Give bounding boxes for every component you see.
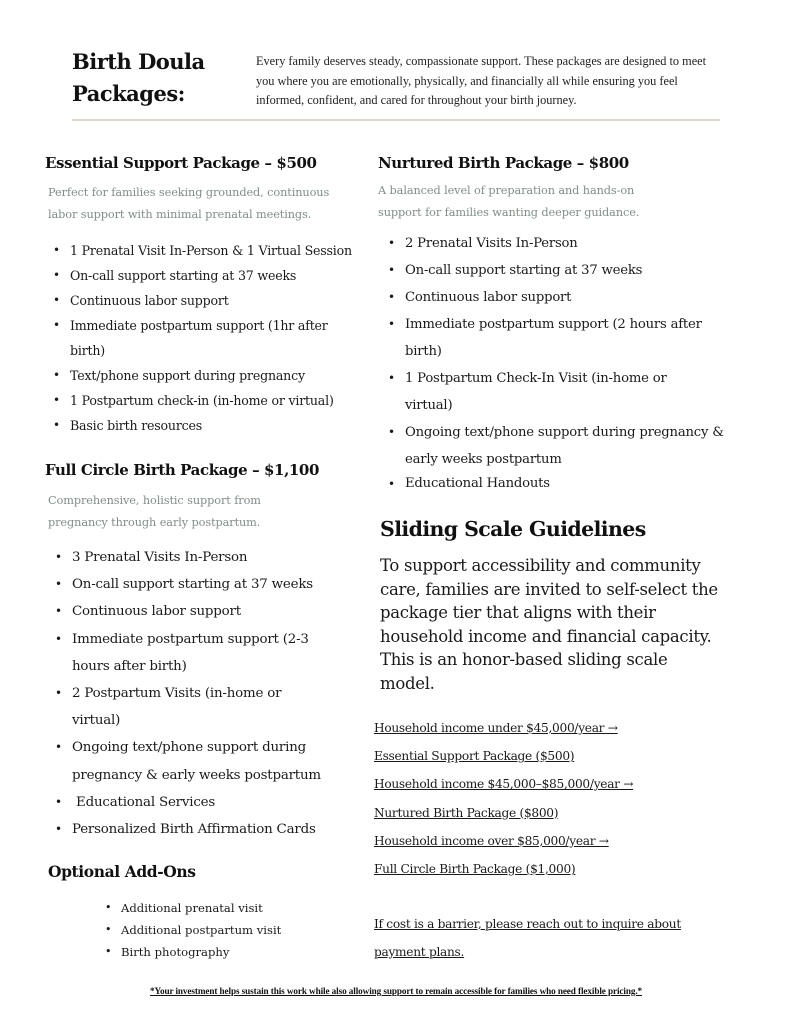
- tier-income-45k-85k: [374, 770, 633, 798]
- feature-item: • On-call support starting at 37 weeks: [385, 257, 745, 284]
- addon-item: • Additional postpartum visit: [102, 919, 281, 941]
- nurtured-package-features: [385, 230, 745, 495]
- bullet-icon: •: [53, 243, 60, 257]
- bullet-icon: •: [55, 550, 62, 564]
- bullet-icon: •: [53, 368, 60, 382]
- addon-item: • Birth photography: [102, 941, 281, 963]
- bullet-icon: •: [388, 290, 395, 304]
- feature-item: • Educational Handouts: [385, 473, 745, 495]
- bullet-icon: •: [388, 317, 395, 331]
- tier-link[interactable]: Household income over $85,000/year →: [374, 833, 609, 848]
- feature-item: • Basic birth resources: [50, 413, 370, 438]
- page-title: Birth Doula Packages:: [72, 49, 205, 106]
- feature-item: • Continuous labor support: [385, 284, 745, 311]
- essential-package-features: [50, 238, 370, 438]
- bullet-icon: •: [388, 477, 395, 491]
- bullet-icon: •: [105, 901, 112, 914]
- feature-item: • Immediate postpartum support (1hr after birth): [50, 313, 350, 363]
- bullet-icon: •: [53, 293, 60, 307]
- bullet-icon: •: [53, 318, 60, 332]
- bullet-icon: •: [388, 236, 395, 250]
- sliding-scale-tiers: [374, 714, 633, 883]
- addon-item: • Additional prenatal visit: [102, 897, 281, 919]
- bullet-icon: •: [388, 371, 395, 385]
- bullet-icon: •: [55, 822, 62, 837]
- full-circle-package-subtitle: Comprehensive, holistic support from pregnancy through early postpartum.: [48, 494, 261, 529]
- tier-link[interactable]: Full Circle Birth Package ($1,000): [374, 862, 576, 877]
- bullet-icon: •: [53, 418, 60, 432]
- feature-item: • Ongoing text/phone support during pregnancy & early weeks postpartum: [385, 419, 745, 473]
- tier-link[interactable]: Essential Support Package ($500): [374, 749, 575, 764]
- feature-item: • On-call support starting at 37 weeks: [52, 571, 352, 598]
- feature-item: • Text/phone support during pregnancy: [50, 363, 370, 388]
- sliding-scale-title: Sliding Scale Guidelines: [380, 517, 646, 541]
- feature-item: • Immediate postpartum support (2-3 hours after birth): [52, 626, 337, 680]
- bullet-icon: •: [55, 740, 62, 755]
- payment-plan-note: [374, 910, 694, 966]
- bullet-icon: •: [388, 263, 395, 277]
- tier-package-full-circle: [374, 855, 633, 883]
- sliding-scale-description: To support accessibility and community care, families are invited to self-select the package tier that aligns with their household income and financial capacity. This is an honor-based sliding scale model.: [380, 556, 718, 693]
- feature-item: • Ongoing text/phone support during pregnancy & early weeks postpartum: [52, 734, 347, 788]
- header-divider: [72, 119, 720, 121]
- essential-package-title: Essential Support Package – $500: [45, 154, 317, 172]
- tier-package-nurtured: [374, 799, 633, 827]
- addons-list: [102, 897, 281, 964]
- nurtured-package-title: Nurtured Birth Package – $800: [378, 154, 629, 172]
- bullet-icon: •: [55, 631, 62, 646]
- feature-item: • 2 Prenatal Visits In-Person: [385, 230, 745, 257]
- intro-paragraph: Every family deserves steady, compassionate support. These packages are designed to meet you where you are emotionally, physically, and financially all while ensuring you feel informed, confident, and cared for throughout your birth journey.: [256, 54, 707, 107]
- feature-item: • 2 Postpartum Visits (in-home or virtual): [52, 680, 312, 734]
- bullet-icon: •: [55, 794, 62, 809]
- tier-link[interactable]: Household income $45,000–$85,000/year →: [374, 777, 634, 792]
- feature-item: • 1 Postpartum check-in (in-home or virtual): [50, 388, 370, 413]
- tier-package-essential: [374, 742, 633, 770]
- bullet-icon: •: [53, 393, 60, 407]
- bullet-icon: •: [55, 577, 62, 592]
- bullet-icon: •: [388, 425, 395, 439]
- feature-item: • Personalized Birth Affirmation Cards: [52, 816, 352, 843]
- essential-package-subtitle: Perfect for families seeking grounded, continuous labor support with minimal prenatal meetings.: [48, 186, 330, 221]
- footer-note: *Your investment helps sustain this work while also allowing support to remain accessible for families who need flexible pricing.*: [149, 986, 643, 996]
- feature-item: • Continuous labor support: [52, 598, 352, 625]
- full-circle-package-title: Full Circle Birth Package – $1,100: [45, 461, 320, 479]
- feature-item: • 1 Prenatal Visit In-Person & 1 Virtual Session: [50, 238, 370, 263]
- feature-item: • On-call support starting at 37 weeks: [50, 263, 370, 288]
- bullet-icon: •: [55, 686, 62, 701]
- bullet-icon: •: [55, 604, 62, 619]
- payment-plan-link[interactable]: If cost is a barrier, please reach out to inquire about payment plans.: [374, 917, 681, 959]
- tier-link[interactable]: Nurtured Birth Package ($800): [374, 805, 559, 820]
- addons-title: Optional Add-Ons: [48, 862, 196, 881]
- bullet-icon: •: [105, 923, 112, 937]
- tier-income-over-85k: [374, 827, 633, 855]
- feature-item: • Continuous labor support: [50, 288, 370, 313]
- feature-item: • Educational Services: [52, 789, 352, 816]
- feature-item: • 1 Postpartum Check-In Visit (in-home or virtual): [385, 365, 705, 419]
- bullet-icon: •: [53, 268, 60, 282]
- feature-item: • 3 Prenatal Visits In-Person: [52, 544, 352, 571]
- tier-link[interactable]: Household income under $45,000/year →: [374, 721, 618, 735]
- bullet-icon: •: [105, 945, 112, 959]
- feature-item: • Immediate postpartum support (2 hours after birth): [385, 311, 730, 365]
- nurtured-package-subtitle: A balanced level of preparation and hands-on support for families wanting deeper guidance.: [378, 184, 640, 219]
- full-circle-package-features: [52, 544, 352, 843]
- tier-income-under-45k: [374, 714, 633, 742]
